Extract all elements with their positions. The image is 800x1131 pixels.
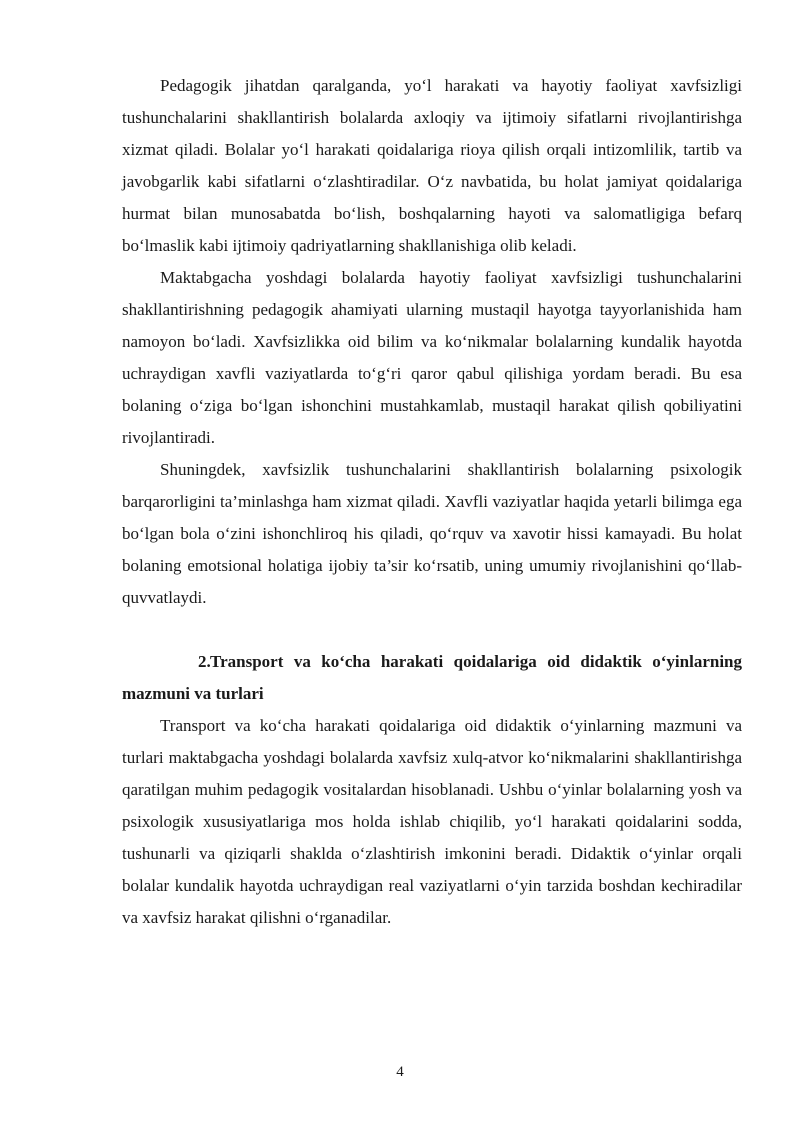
paragraph-didactic-games: Transport va ko‘cha harakati qoidalariga oid didaktik o‘yinlarning mazmuni va turlari maktabgacha yoshdagi bolalarda xavfsiz xulq-atvor ko‘nikmalarini shakllantirishga qaratilgan muhim pedagogik vositalardan hisoblanadi. Ushbu o‘yinlar bolalarning yosh va psixologik xususiyatlariga mos holda ishlab chiqilib, yo‘l harakati qoidalarini sodda, tushunarli va qiziqarli shaklda o‘zlashtirish imkonini beradi. Didaktik o‘yinlar orqali bolalar kundalik hayotda uchraydigan real vaziyatlarni o‘yin tarzida boshdan kechiradilar va xavfsiz harakat qilishni o‘rganadilar. bbox=[122, 716, 742, 927]
section-title: Transport va ko‘cha harakati qoidalariga oid didaktik o‘yinlarning mazmuni va turlari bbox=[122, 652, 742, 703]
document-page bbox=[122, 70, 742, 934]
paragraph-psychological-stability: Shuningdek, xavfsizlik tushunchalarini shakllantirish bolalarning psixologik barqarorligini ta’minlashga ham xizmat qiladi. Xavfli vaziyatlar haqida yetarli bilimga ega bo‘lgan bola o‘zini ishonchliroq his qiladi, qo‘rquv va xavotir hissi kamayadi. Bu holat bolaning emotsional holatiga ijobiy ta’sir ko‘rsatib, uning umumiy rivojlanishini qo‘llab-quvvatlaydi. bbox=[122, 460, 742, 607]
section-number: 2. bbox=[198, 652, 211, 671]
paragraph-pedagogical-view: Pedagogik jihatdan qaralganda, yo‘l harakati va hayotiy faoliyat xavfsizligi tushunchalarini shakllantirish bolalarda axloqiy va ijtimoiy sifatlarni rivojlantirishga xizmat qiladi. Bolalar yo‘l harakati qoidalariga rioya qilish orqali intizomlilik, tartib va javobgarlik kabi sifatlarni o‘zlashtiradilar. O‘z navbatida, bu holat jamiyat qoidalariga hurmat bilan munosabatda bo‘lish, boshqalarning hayoti va salomatligiga befarq bo‘lmaslik kabi ijtimoiy qadriyatlarning shakllanishiga olib keladi. bbox=[122, 76, 742, 255]
page-number: 4 bbox=[396, 1064, 404, 1080]
section-heading bbox=[122, 646, 742, 710]
paragraph-pedagogical-importance: Maktabgacha yoshdagi bolalarda hayotiy faoliyat xavfsizligi tushunchalarini shakllantirishning pedagogik ahamiyati ularning mustaqil hayotga tayyorlanishida ham namoyon bo‘ladi. Xavfsizlikka oid bilim va ko‘nikmalar bolalarning kundalik hayotda uchraydigan xavfli vaziyatlarda to‘g‘ri qaror qabul qilishiga yordam beradi. Bu esa bolaning o‘ziga bo‘lgan ishonchini mustahkamlab, mustaqil harakat qilish qobiliyatini rivojlantiradi. bbox=[122, 268, 742, 447]
